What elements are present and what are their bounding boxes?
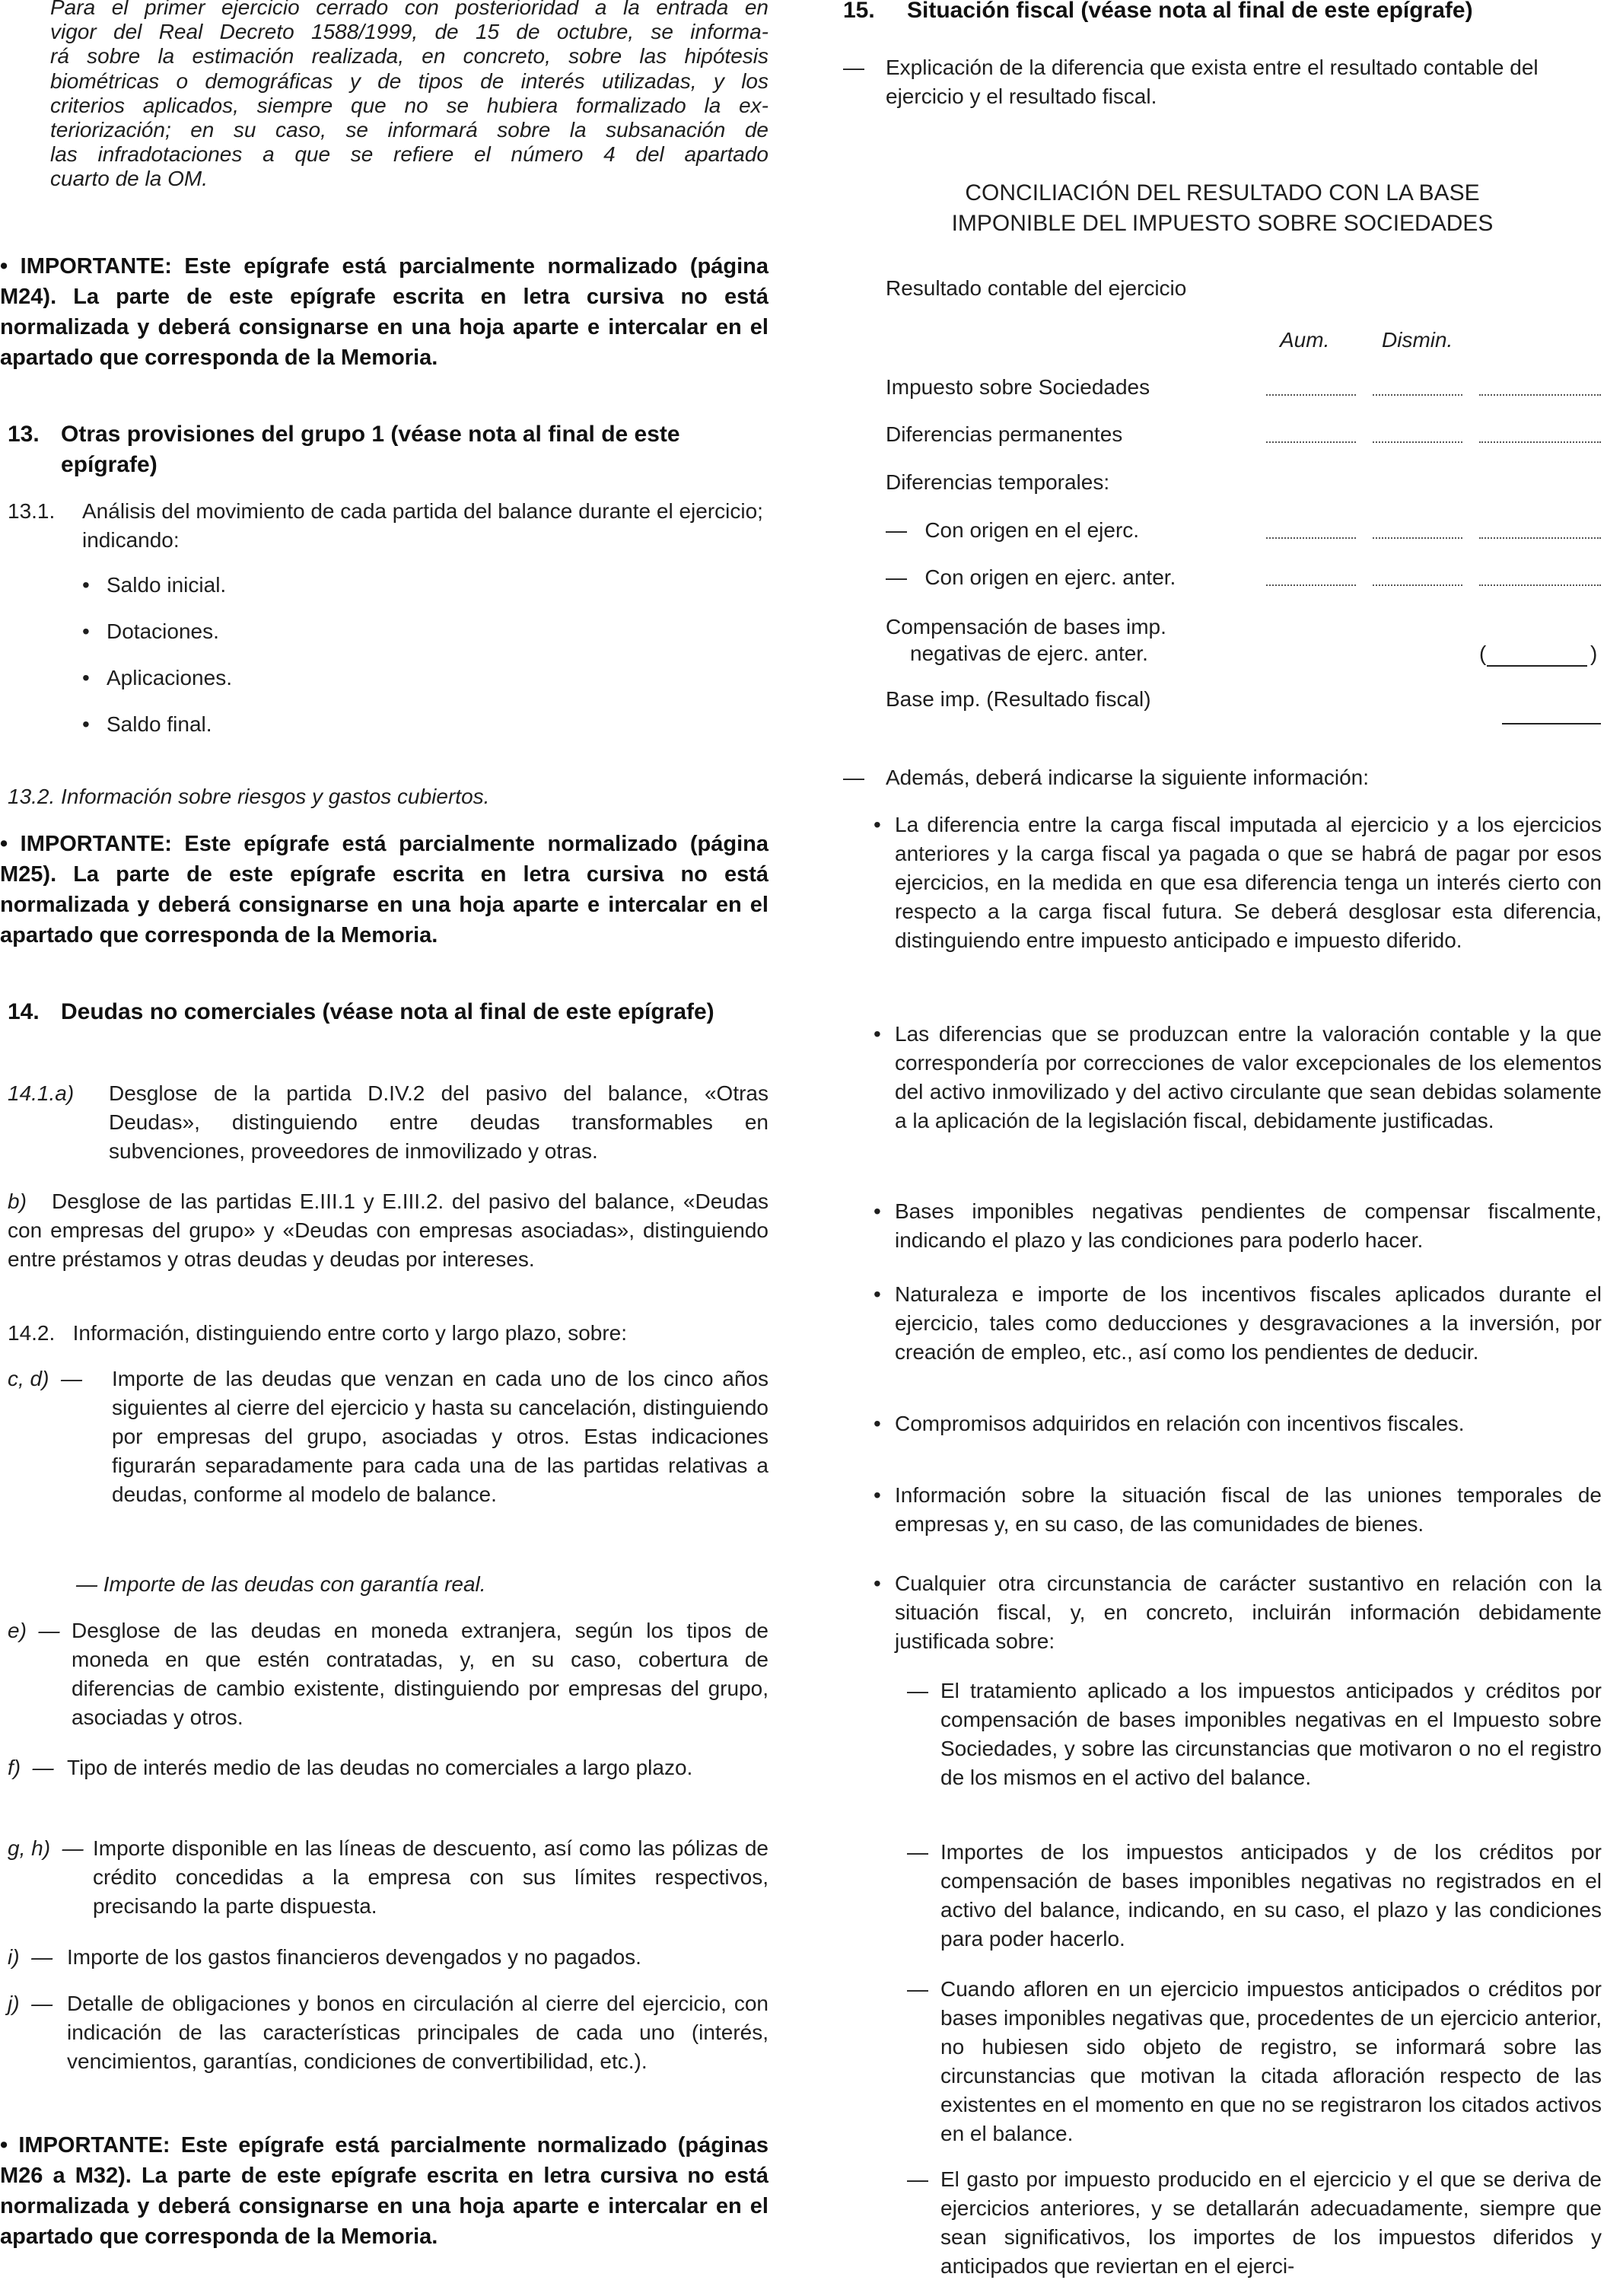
section-14-heading — [8, 997, 768, 1027]
section-14-cd-label: c, d) — — [8, 1367, 83, 1390]
list-item: • Saldo final. — [82, 712, 212, 736]
bullet-icon: • — [874, 1412, 881, 1435]
intro-paragraph — [50, 0, 768, 192]
intro-line: criterios aplicados, siempre que no se hubiera formalizado la ex- — [50, 93, 768, 117]
section-13-title: Otras provisiones del grupo 1 (véase nota al final de este epígrafe) — [61, 422, 680, 477]
ademas-intro — [843, 763, 1602, 792]
total-blank — [1479, 394, 1601, 396]
section-14-f — [8, 1753, 768, 1782]
sub-list-item — [907, 1838, 1602, 1954]
list-item — [874, 1280, 1602, 1367]
dismin-blank — [1373, 441, 1462, 443]
column-header-aum: Aum. — [1280, 328, 1330, 352]
bullet-icon: • — [874, 1022, 881, 1046]
bullet-icon: • — [874, 1483, 881, 1507]
section-14-gh — [8, 1834, 768, 1921]
intro-line: cuarto de la OM. — [50, 167, 208, 191]
important-note-m24: • IMPORTANTE: Este epígrafe está parcialmente normalizado (página M24). La parte de este epígrafe escrita en letra cursiva no está normalizada y deberá consignarse en una hoja aparte e intercalar en el apartado que corresponda de la Memoria. — [0, 254, 768, 370]
dash-marker: — — [907, 1977, 928, 2001]
aum-blank — [1266, 394, 1356, 396]
reconciliation-title-line-1: CONCILIACIÓN DEL RESULTADO CON LA BASE — [965, 180, 1480, 205]
section-15-heading — [843, 0, 1602, 26]
base-imponible-blank — [1502, 723, 1601, 724]
aum-blank — [1266, 441, 1356, 443]
row-origen-anterior: — Con origen en ejerc. anter. — [886, 565, 1176, 589]
list-item-text: La diferencia entre la carga fiscal imputada al ejercicio y a los ejercicios anteriores y la carga fiscal ya pagada o que se habrá de pagar por esos ejercicios, en la medida en que esa diferencia tenga un interés cierto con respecto a la carga fiscal futura. Se deberá desglosar esta diferencia, distinguiendo entre impuesto anticipado e impuesto diferido. — [895, 813, 1602, 952]
section-15-intro-text: Explicación de la diferencia que exista entre el resultado contable del ejercicio y el resultado fiscal. — [886, 56, 1539, 108]
section-14-cd-text: Importe de las deudas que venzan en cada uno de los cinco años siguientes al cierre del ejercicio y hasta su cancelación, distinguiendo por empresas del grupo, asociadas y otros. Estas indicaciones figurarán separadamente para cada una de las partidas relativas a deudas, conforme al modelo de balance. — [112, 1367, 768, 1506]
row-resultado-contable: Resultado contable del ejercicio — [886, 276, 1187, 300]
sub-list-item-text: El tratamiento aplicado a los impuestos anticipados y créditos por compensación de bases imponibles negativas en el Impuesto sobre Sociedades, y sobre las circunstancias que motivaron o no el registro de los mismos en el activo del balance. — [940, 1679, 1602, 1789]
section-13-bullets — [82, 571, 691, 756]
section-14-2: 14.2. Información, distinguiendo entre corto y largo plazo, sobre: — [8, 1321, 628, 1345]
paren-open: ( — [1479, 642, 1487, 665]
intro-line: biométricas o demográficas y de tipos de interés utilizadas, y los — [50, 68, 768, 93]
dash-marker: — — [907, 2167, 928, 2191]
section-14-j — [8, 1989, 768, 2076]
row-compensacion-line-2: negativas de ejerc. anter. — [910, 642, 1148, 665]
row-diferencias-permanentes: Diferencias permanentes — [886, 422, 1123, 446]
section-13-number: 13. — [8, 422, 40, 447]
list-item — [874, 1197, 1602, 1255]
bullet-icon: • — [874, 813, 881, 836]
section-14-b-text: Desglose de las partidas E.III.1 y E.III.2. del pasivo del balance, «Deudas con empresas del grupo» y «Deudas con empresas asociadas», distinguiendo entre préstamos y otras deudas y deudas por intereses. — [8, 1189, 768, 1271]
section-13-2: 13.2. Información sobre riesgos y gastos cubiertos. — [8, 785, 490, 808]
important-note-m25: • IMPORTANTE: Este epígrafe está parcialmente normalizado (página M25). La parte de este epígrafe escrita en letra cursiva no está normalizada y deberá consignarse en una hoja aparte e intercalar en el apartado que corresponda de la Memoria. — [0, 832, 768, 947]
dash-marker: — — [907, 1679, 928, 1702]
section-14-title: Deudas no comerciales (véase nota al final de este epígrafe) — [61, 999, 714, 1024]
section-13-heading — [8, 419, 768, 480]
intro-line: Para el primer ejercicio cerrado con posterioridad a la entrada en — [50, 0, 768, 19]
intro-line: rá sobre la estimación realizada, en concreto, sobre las hipótesis — [50, 44, 768, 68]
dismin-blank — [1373, 584, 1462, 586]
ademas-text: Además, deberá indicarse la siguiente información: — [886, 766, 1370, 789]
section-15-number: 15. — [843, 0, 875, 23]
intro-line: teriorización; en su caso, se informará sobre la subsanación de — [50, 118, 768, 142]
reconciliation-title — [843, 178, 1602, 239]
sub-list-item — [907, 1975, 1602, 2148]
sub-list-item — [907, 2165, 1602, 2281]
list-item: • Dotaciones. — [82, 619, 219, 643]
aum-blank — [1266, 584, 1356, 586]
list-item-text: Las diferencias que se produzcan entre la valoración contable y la que correspondería por correcciones de valor excepcionales de los elementos del activo inmovilizado y del activo circulante que sean debidas solamente a la aplicación de la legislación fiscal, debidamente justificadas. — [895, 1022, 1602, 1132]
section-14-i-text: Importe de los gastos financieros devengados y no pagados. — [67, 1945, 641, 1969]
paren-close: ) — [1590, 642, 1598, 665]
section-14-e — [8, 1616, 768, 1732]
reconciliation-table — [886, 274, 1602, 746]
dismin-blank — [1373, 394, 1462, 396]
section-14-1a-text: Desglose de la partida D.IV.2 del pasivo del balance, «Otras Deudas», distinguiendo entre deudas transformables en subvenciones, proveedores de inmovilizado y otras. — [109, 1081, 768, 1163]
list-item: • Aplicaciones. — [82, 666, 232, 689]
section-15-intro — [843, 53, 1602, 111]
section-15-title: Situación fiscal (véase nota al final de este epígrafe) — [907, 0, 1473, 23]
sub-list-item-text: Cuando afloren en un ejercicio impuestos anticipados o créditos por bases imponibles negativas que, procedentes de un ejercicio anterior, no hubiesen sido objeto de registro, se informará sobre las circunstancias que motivan la citada afloración respecto de las existentes en el momento en que no se registraron los citados activos en el balance. — [940, 1977, 1602, 2145]
section-14-cd-guarantee: — Importe de las deudas con garantía real. — [76, 1572, 486, 1596]
list-item — [874, 810, 1602, 955]
total-blank — [1479, 537, 1601, 539]
sub-list-item-text: El gasto por impuesto producido en el ejercicio y el que se deriva de ejercicios anteriores, y se detallarán adecuadamente, siempre que sean significativos, los importes de los impuestos diferidos y anticipados que reviertan en el ejerci- — [940, 2167, 1602, 2278]
reconciliation-title-line-2: IMPONIBLE DEL IMPUESTO SOBRE SOCIEDADES — [951, 211, 1494, 236]
list-item — [874, 1409, 1602, 1438]
section-14-gh-text: Importe disponible en las líneas de descuento, así como las pólizas de crédito concedidas a la empresa con sus límites respectivos, precisando la parte dispuesta. — [93, 1836, 768, 1918]
compensacion-blank — [1487, 665, 1587, 667]
section-14-b-label: b) — [8, 1189, 27, 1213]
list-item: • Saldo inicial. — [82, 573, 227, 597]
section-14-1a-label: 14.1.a) — [8, 1081, 75, 1105]
sub-list-item — [907, 1677, 1602, 1792]
important-note-m26-m32: • IMPORTANTE: Este epígrafe está parcialmente normalizado (páginas M26 a M32). La parte de este epígrafe escrita en letra cursiva no está normalizada y deberá consignarse en una hoja aparte e intercalar en el apartado que corresponda de la Memoria. — [0, 2133, 768, 2249]
dash-marker: — — [907, 1840, 928, 1864]
section-13-1-text: Análisis del movimiento de cada partida del balance durante el ejercicio; indicando: — [82, 499, 763, 552]
section-14-b — [8, 1187, 768, 1274]
list-item — [874, 1481, 1602, 1539]
dismin-blank — [1373, 537, 1462, 539]
section-13-1-number: 13.1. — [8, 499, 56, 523]
column-header-dismin: Dismin. — [1382, 328, 1453, 352]
sub-list-item-text: Importes de los impuestos anticipados y de los créditos por compensación de bases imponibles negativas no registrados en el activo del balance, indicando, en su caso, el plazo y las condiciones para poder hacerlo. — [940, 1840, 1602, 1950]
section-14-e-text: Desglose de las deudas en moneda extranjera, según los tipos de moneda en que estén contratadas, y, en su caso, cobertura de diferencias de cambio existente, distinguiendo por empresas del grupo, asociadas y otros. — [72, 1619, 768, 1729]
intro-line: vigor del Real Decreto 1588/1999, de 15 de octubre, se informa- — [50, 20, 768, 44]
dash-marker: — — [843, 766, 864, 789]
intro-line: las infradotaciones a que se refiere el número 4 del apartado — [50, 142, 768, 167]
section-14-f-label: f) — — [8, 1756, 54, 1779]
section-14-i — [8, 1943, 768, 1972]
row-origen-ejercicio: — Con origen en el ejerc. — [886, 518, 1140, 542]
total-blank — [1479, 584, 1601, 586]
section-13-1 — [8, 497, 768, 555]
row-diferencias-temporales: Diferencias temporales: — [886, 470, 1110, 494]
bullet-icon: • — [874, 1199, 881, 1223]
section-14-j-label: j) — — [8, 1992, 53, 2015]
section-14-cd — [8, 1365, 768, 1509]
list-item-text: Bases imponibles negativas pendientes de compensar fiscalmente, indicando el plazo y las condiciones para poderlo hacer. — [895, 1199, 1602, 1252]
list-item-text: Naturaleza e importe de los incentivos fiscales aplicados durante el ejercicio, tales como deducciones y desgravaciones a la inversión, por creación de empleo, etc., así como los pendientes de deducir. — [895, 1282, 1602, 1364]
total-blank — [1479, 441, 1601, 443]
row-compensacion-line-1: Compensación de bases imp. — [886, 615, 1166, 638]
section-14-f-text: Tipo de interés medio de las deudas no comerciales a largo plazo. — [67, 1756, 693, 1779]
section-14-j-text: Detalle de obligaciones y bonos en circulación al cierre del ejercicio, con indicación de las características principales de cada uno (interés, vencimientos, garantías, condiciones de convertibilidad, etc.). — [67, 1992, 768, 2073]
list-item-text: Cualquier otra circunstancia de carácter sustantivo en relación con la situación fiscal, y, en concreto, incluirán información debidamente justificada sobre: — [895, 1572, 1602, 1653]
row-base-imponible: Base imp. (Resultado fiscal) — [886, 687, 1151, 711]
list-item — [874, 1020, 1602, 1135]
bullet-icon: • — [874, 1282, 881, 1306]
bullet-icon: • — [874, 1572, 881, 1595]
section-14-i-label: i) — — [8, 1945, 53, 1969]
dash-marker: — — [843, 56, 864, 79]
list-item — [874, 1569, 1602, 1656]
section-14-gh-label: g, h) — — [8, 1836, 84, 1860]
section-14-1a — [8, 1079, 768, 1166]
row-impuesto-sociedades: Impuesto sobre Sociedades — [886, 375, 1150, 399]
section-14-number: 14. — [8, 999, 40, 1024]
list-item-text: Compromisos adquiridos en relación con incentivos fiscales. — [895, 1412, 1465, 1435]
section-14-e-label: e) — — [8, 1619, 60, 1642]
aum-blank — [1266, 537, 1356, 539]
list-item-text: Información sobre la situación fiscal de las uniones temporales de empresas y, en su caso, de las comunidades de bienes. — [895, 1483, 1602, 1536]
